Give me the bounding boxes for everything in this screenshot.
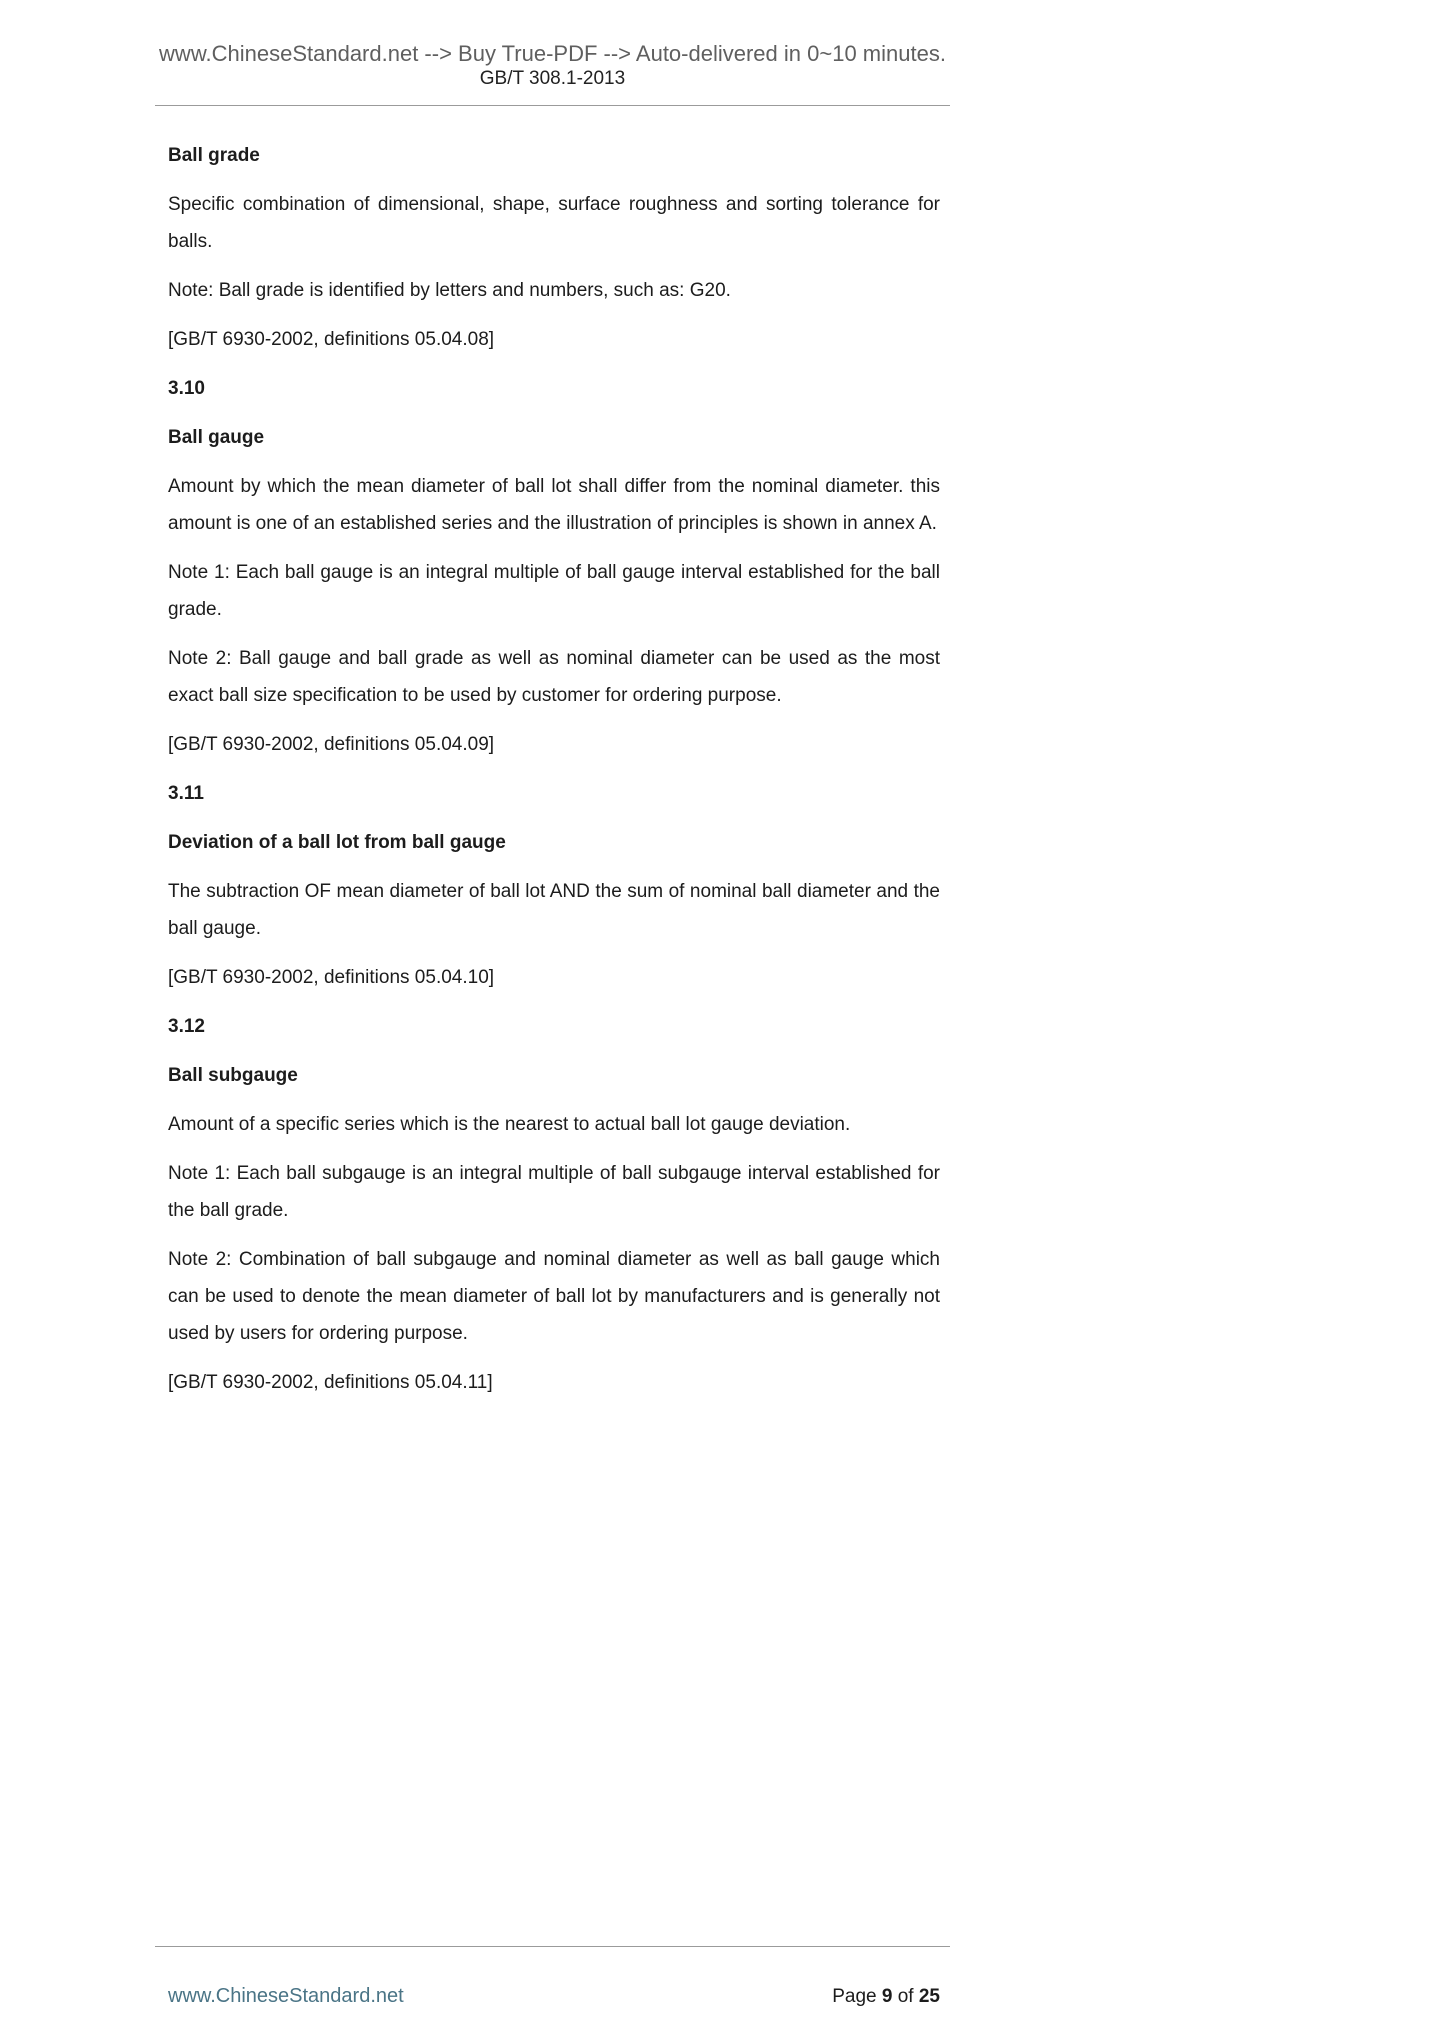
footer-row xyxy=(0,1985,1105,2008)
section-heading: 3.12 xyxy=(168,1016,205,1037)
page-label: Page xyxy=(832,1986,882,2007)
standard-number: GB/T 308.1-2013 xyxy=(479,68,626,89)
section-heading: Ball subgauge xyxy=(168,1065,298,1086)
section-heading: 3.11 xyxy=(168,783,204,804)
footer-site-link[interactable]: www.ChineseStandard.net xyxy=(168,1985,404,2007)
section-heading: Ball gauge xyxy=(168,427,265,448)
paragraph: [GB/T 6930-2002, definitions 05.04.10] xyxy=(168,967,495,988)
paragraph: Note 2: Ball gauge and ball grade as well as nominal diameter can be used as the most exact ball size specification to be used by customer for ordering purpose. xyxy=(168,648,940,706)
watermark-promo-text: www.ChineseStandard.net --> Buy True-PDF --> Auto-delivered in 0~10 minutes. xyxy=(159,41,946,66)
paragraph: Note 1: Each ball subgauge is an integral multiple of ball subgauge interval established for the ball grade. xyxy=(168,1163,940,1221)
page-footer xyxy=(0,1946,1105,2044)
paragraph: Note: Ball grade is identified by letters and numbers, such as: G20. xyxy=(168,280,731,301)
paragraph: [GB/T 6930-2002, definitions 05.04.08] xyxy=(168,329,495,350)
paragraph: [GB/T 6930-2002, definitions 05.04.11] xyxy=(168,1372,493,1393)
paragraph: [GB/T 6930-2002, definitions 05.04.09] xyxy=(168,734,495,755)
document-body xyxy=(0,106,1105,1401)
section-heading: 3.10 xyxy=(168,378,205,399)
paragraph: Note 1: Each ball gauge is an integral multiple of ball gauge interval established for the ball grade. xyxy=(168,562,940,620)
paragraph: Amount of a specific series which is the nearest to actual ball lot gauge deviation. xyxy=(168,1114,851,1135)
page-header xyxy=(0,0,1105,106)
paragraph: Specific combination of dimensional, shape, surface roughness and sorting tolerance for balls. xyxy=(168,194,940,252)
paragraph: The subtraction OF mean diameter of ball lot AND the sum of nominal ball diameter and the ball gauge. xyxy=(168,881,940,939)
page-number: 9 xyxy=(881,1986,893,2007)
section-heading: Deviation of a ball lot from ball gauge xyxy=(168,832,506,853)
footer-divider xyxy=(155,1946,950,1947)
section-heading: Ball grade xyxy=(168,145,260,166)
paragraph: Amount by which the mean diameter of ball lot shall differ from the nominal diameter. this amount is one of an established series and the illustration of principles is shown in annex A. xyxy=(168,476,940,534)
page-indicator xyxy=(832,1986,940,2008)
page-of-label: of xyxy=(892,1986,919,2007)
paragraph: Note 2: Combination of ball subgauge and nominal diameter as well as ball gauge which can be used to denote the mean diameter of ball lot by manufacturers and is generally not used by users for ordering purpose. xyxy=(168,1249,940,1344)
page-total: 25 xyxy=(918,1986,940,2007)
